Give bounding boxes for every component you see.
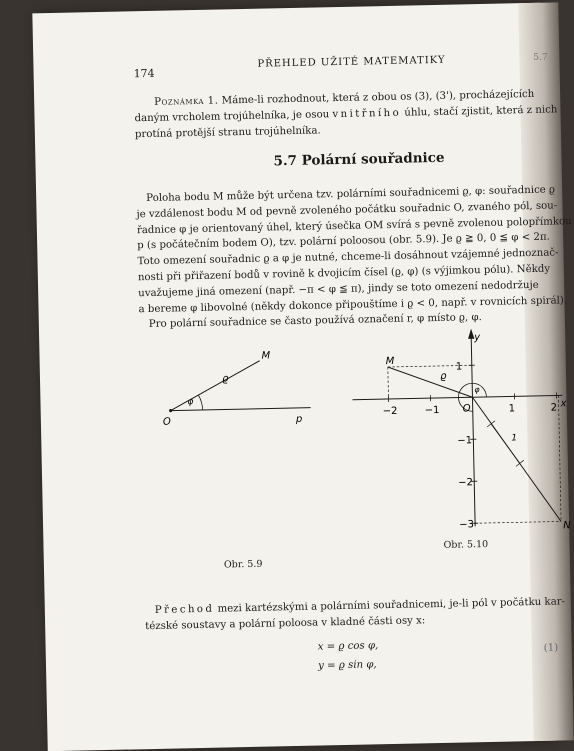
running-title: PŘEHLED UŽITÉ MATEMATIKY xyxy=(257,55,445,70)
x-tick-label: −2 xyxy=(383,406,398,417)
y-tick-label: −3 xyxy=(459,519,474,530)
x-tick-label: 2 xyxy=(551,402,558,413)
equation-number: (1) xyxy=(544,641,559,657)
dimension-line xyxy=(491,423,520,464)
remark-emphasis: vnitřního xyxy=(332,108,401,120)
n-guide-vertical xyxy=(558,395,561,521)
remark-line-3: protíná protější stranu trojúhelníka. xyxy=(135,123,321,143)
section-paragraph xyxy=(32,3,540,14)
y-axis xyxy=(471,334,475,526)
transition-line-2: tézské soustavy a polární poloosa v kladné části osy x: xyxy=(145,613,425,635)
y-tick-label: −2 xyxy=(458,477,473,488)
label-m: M xyxy=(261,350,270,361)
label-p: p xyxy=(295,414,303,425)
remark-text-1: Máme-li rozhodnout, která z obou os (3), (3'), procházejících xyxy=(218,89,534,107)
figure-5-10 xyxy=(339,324,573,539)
label-y: y xyxy=(473,332,481,343)
section-title: 5.7 Polární souřadnice xyxy=(273,150,444,170)
label-rho: ϱ xyxy=(222,373,229,384)
paragraph-line: nosti při přiřazení bodů v rovině k dvojicím čísel (ϱ, φ) (s výjimkou pólu). Někdy xyxy=(138,262,551,286)
paragraph-line: p (s počátečním bodem O), tzv. polární poloosou (obr. 5.9). Je ϱ ≧ 0, 0 ≦ φ < 2π. xyxy=(137,230,550,254)
dimension-tick-2 xyxy=(516,460,524,466)
edge-section-mark: 5.7 xyxy=(533,53,548,63)
label-rho: ϱ xyxy=(440,371,447,382)
remark-text-2a: daným vrcholem trojúhelníka, je osou xyxy=(134,109,332,124)
transition-text-1: mezi kartézskými a polárními souřadnicemi, je-li pól v počátku kar- xyxy=(214,596,565,614)
remark-label: Poznámka 1. xyxy=(154,96,218,108)
paragraph-line: je vzdálenost bodu M od pevně zvoleného počátku souřadnic O, zvaného pól, sou- xyxy=(136,198,557,223)
figure-5-9 xyxy=(139,337,321,451)
label-x: x xyxy=(560,398,567,409)
y-tick-label: −1 xyxy=(457,435,472,446)
equation-y: y = ϱ sin φ, xyxy=(318,657,377,674)
figure-5-10-caption: Obr. 5.10 xyxy=(443,539,488,551)
figure-5-9-caption: Obr. 5.9 xyxy=(224,559,263,571)
segment-om xyxy=(170,361,261,411)
book-page xyxy=(32,3,555,751)
paragraph-line: uvažujeme jiná omezení (např. −π < φ ≦ π), jindy se toto omezení nedodržuje xyxy=(138,278,539,302)
paragraph-line: Toto omezení souřadnic ϱ a φ je nutné, chceme-li dosáhnout vzájemné jednoznač- xyxy=(137,246,558,271)
label-phi: φ xyxy=(187,397,193,407)
paragraph-line: a bereme φ libovolné (někdy dokonce připouštíme i ϱ < 0, např. v rovnicích spirál). xyxy=(138,293,567,318)
y-arrow xyxy=(469,330,474,338)
remark-text-2b: úhlu, stačí zjistit, která z nich xyxy=(401,104,558,118)
equation-x: x = ϱ cos φ, xyxy=(318,638,379,655)
paragraph-line: řadnice φ je orientovaný úhel, který úsečka OM svírá s pevně zvolenou polopřímkou xyxy=(137,214,572,239)
n-guide-horizontal xyxy=(475,521,561,523)
label-phi: φ xyxy=(474,385,480,394)
label-one: 1 xyxy=(511,433,517,443)
y-tick-label: 1 xyxy=(456,361,463,372)
polar-axis-p xyxy=(171,408,311,411)
paragraph-line: Poloha bodu M může být určena tzv. polárními souřadnicemi ϱ, φ: souřadnice ϱ xyxy=(146,182,555,206)
paragraph-line: Pro polární souřadnice se často používá označení r, φ místo ϱ, φ. xyxy=(149,310,482,333)
x-tick-label: −1 xyxy=(425,405,440,416)
page-number: 174 xyxy=(133,67,154,80)
angle-arc xyxy=(198,395,202,410)
label-n: N xyxy=(563,520,571,531)
m-guide-vertical xyxy=(388,367,389,399)
transition-lead: Přechod xyxy=(155,604,215,616)
label-o: O xyxy=(463,403,471,414)
label-o: O xyxy=(163,417,171,428)
x-axis xyxy=(352,395,562,399)
label-m: M xyxy=(386,356,395,367)
x-tick-label: 1 xyxy=(509,403,516,414)
dimension-tick-1 xyxy=(487,421,495,427)
